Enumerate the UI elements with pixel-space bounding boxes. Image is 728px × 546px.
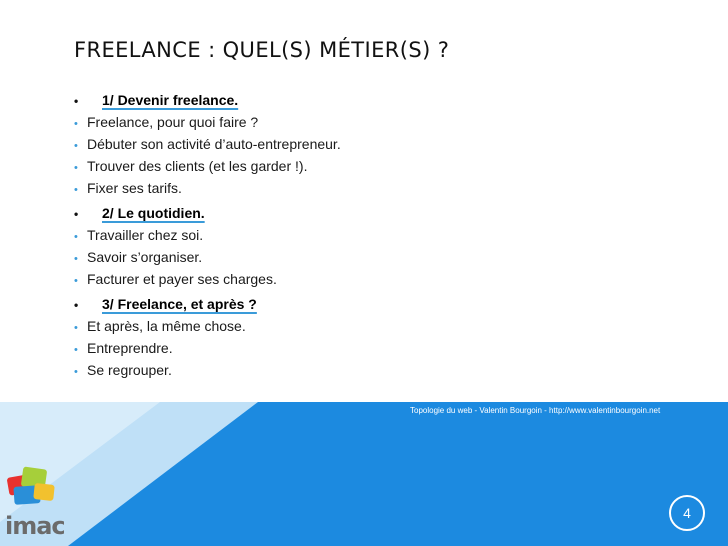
list-item: • Freelance, pour quoi faire ?	[74, 114, 259, 130]
bullet-icon: •	[74, 298, 79, 312]
bullet-list	[74, 92, 494, 384]
bullet-icon: •	[74, 253, 78, 265]
slide-title: FREELANCE : QUEL(S) MÉTIER(S) ?	[74, 38, 450, 62]
bullet-icon: •	[74, 366, 78, 378]
list-item: • Se regrouper.	[74, 362, 172, 378]
section-heading: • 3/ Freelance, et après ?	[74, 296, 257, 312]
footer-band	[0, 402, 728, 546]
list-item: • Débuter son activité d’auto-entrepreneur.	[74, 136, 341, 152]
bullet-icon: •	[74, 344, 78, 356]
list-item: • Savoir s’organiser.	[74, 249, 203, 265]
bullet-icon: •	[74, 118, 78, 130]
footer-text: Topologie du web - Valentin Bourgoin - http://www.valentinbourgoin.net	[410, 406, 661, 415]
logo-text: imac	[5, 512, 65, 540]
bullet-icon: •	[74, 207, 79, 221]
list-item: • Trouver des clients (et les garder !).	[74, 158, 308, 174]
page-number: 4	[669, 495, 705, 531]
bullet-icon: •	[74, 162, 78, 174]
bullet-icon: •	[74, 140, 78, 152]
list-item: • Fixer ses tarifs.	[74, 180, 182, 196]
bullet-icon: •	[74, 184, 78, 196]
section-heading: • 2/ Le quotidien.	[74, 205, 205, 221]
list-item: • Et après, la même chose.	[74, 318, 246, 334]
bullet-icon: •	[74, 322, 78, 334]
bullet-icon: •	[74, 275, 78, 287]
list-item: • Facturer et payer ses charges.	[74, 271, 277, 287]
bullet-icon: •	[74, 94, 79, 108]
footer-decoration	[0, 402, 728, 546]
section-heading: • 1/ Devenir freelance.	[74, 92, 239, 108]
list-item: • Entreprendre.	[74, 340, 173, 356]
bullet-icon: •	[74, 231, 78, 243]
list-item: • Travailler chez soi.	[74, 227, 204, 243]
